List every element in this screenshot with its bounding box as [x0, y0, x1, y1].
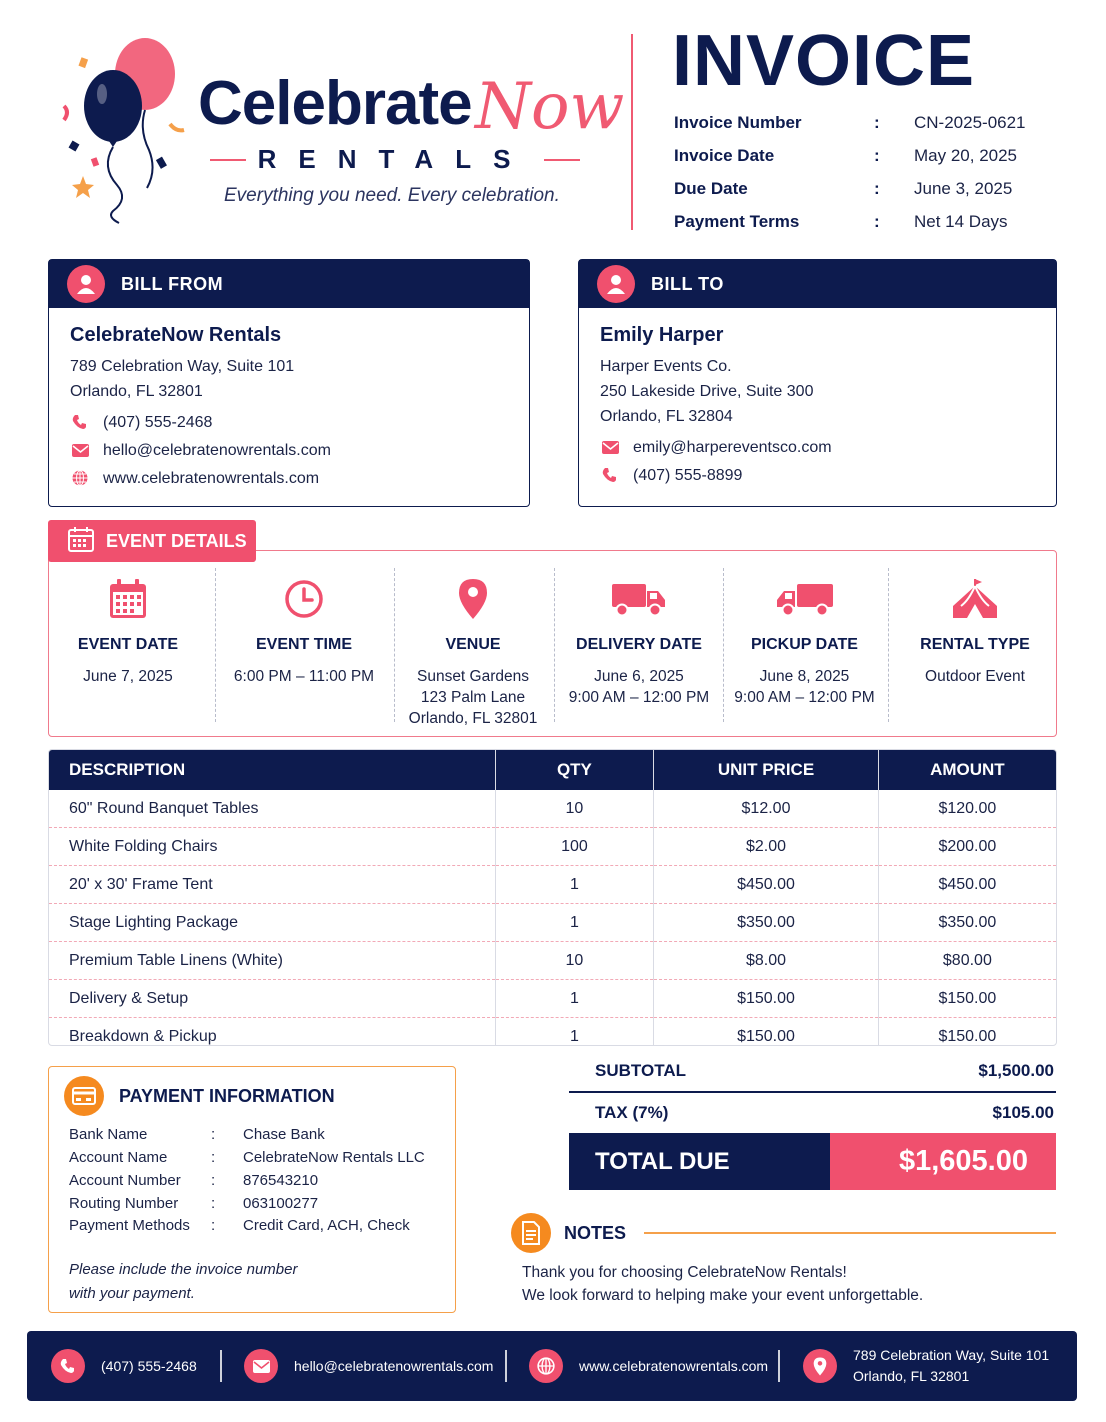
brand-subtitle — [210, 144, 580, 175]
cell-unit-price: $150.00 — [654, 1018, 879, 1047]
footer-divider — [220, 1350, 222, 1382]
column-header-amount: AMOUNT — [878, 750, 1056, 790]
meta-value: June 3, 2025 — [914, 179, 1013, 198]
footer-phone-text: (407) 555-2468 — [101, 1358, 197, 1374]
meta-payment-terms — [674, 212, 1054, 236]
phone-icon — [51, 1349, 85, 1383]
bill-from-website[interactable]: www.celebratenowrentals.com — [103, 469, 320, 487]
bill-from-email-row — [70, 436, 529, 464]
footer-bar — [27, 1331, 1077, 1401]
cell-qty: 1 — [495, 980, 654, 1018]
notes-divider — [644, 1232, 1056, 1234]
tax-row — [569, 1093, 1056, 1133]
bill-from-address-line2: Orlando, FL 32801 — [70, 383, 203, 400]
meta-value: May 20, 2025 — [914, 146, 1018, 165]
globe-icon — [70, 468, 90, 488]
globe-icon — [529, 1349, 563, 1383]
rental-type-block — [900, 576, 1050, 687]
total-due-label: TOTAL DUE — [569, 1133, 830, 1190]
table-row — [49, 828, 1056, 866]
header-divider — [631, 34, 633, 230]
pickup-time-value: 9:00 AM – 12:00 PM — [734, 689, 875, 706]
envelope-icon — [70, 440, 90, 460]
footer-address — [803, 1331, 1049, 1401]
event-divider — [394, 568, 395, 722]
bill-to-company: Harper Events Co. — [600, 358, 732, 375]
meta-value: Net 14 Days — [914, 212, 1008, 231]
notes-body — [522, 1261, 923, 1307]
bill-to-card — [578, 259, 1057, 507]
payment-note — [69, 1258, 297, 1306]
delivery-time-value: 9:00 AM – 12:00 PM — [568, 689, 710, 706]
envelope-icon — [244, 1349, 278, 1383]
cell-unit-price: $12.00 — [654, 790, 879, 828]
payment-value: 063100277 — [243, 1195, 319, 1212]
column-header-description: DESCRIPTION — [49, 750, 495, 790]
cell-amount: $120.00 — [878, 790, 1056, 828]
user-icon — [67, 265, 105, 303]
notes-line2: We look forward to helping make your event unforgettable. — [522, 1287, 924, 1304]
total-due-bar — [569, 1133, 1056, 1190]
cell-description: Breakdown & Pickup — [69, 1027, 217, 1045]
payment-label: Account Number — [69, 1172, 181, 1189]
meta-label: Due Date — [674, 179, 748, 198]
cell-description: Stage Lighting Package — [49, 904, 495, 942]
tax-value: $105.00 — [992, 1103, 1054, 1122]
tent-icon — [900, 576, 1050, 622]
delivery-date-block — [560, 576, 718, 708]
venue-line1: Sunset Gardens — [416, 668, 529, 685]
bill-to-email-row — [600, 433, 1056, 461]
payment-title: PAYMENT INFORMATION — [119, 1085, 335, 1106]
cell-unit-price: $150.00 — [654, 980, 879, 1018]
payment-colon: : — [211, 1126, 216, 1143]
footer-divider — [778, 1350, 780, 1382]
meta-invoice-number — [674, 113, 1054, 137]
venue-line2: 123 Palm Lane — [420, 689, 526, 706]
footer-website-text[interactable]: www.celebratenowrentals.com — [579, 1358, 769, 1374]
subtotal-row — [569, 1051, 1056, 1093]
payment-colon: : — [211, 1149, 216, 1166]
cell-qty: 10 — [495, 942, 654, 980]
payment-value: Chase Bank — [243, 1126, 325, 1143]
bill-from-name: CelebrateNow Rentals — [70, 324, 282, 346]
cell-amount: $450.00 — [878, 866, 1056, 904]
cell-amount: $200.00 — [878, 828, 1056, 866]
cell-unit-price: $450.00 — [654, 866, 879, 904]
calendar-icon — [68, 526, 94, 557]
table-row — [49, 942, 1056, 980]
payment-colon: : — [211, 1195, 216, 1212]
meta-due-date — [674, 179, 1054, 203]
payment-note-line1: Please include the invoice number — [69, 1261, 298, 1278]
cell-description: Delivery & Setup — [49, 980, 495, 1018]
brand-rentals-text: RENTALS — [257, 144, 533, 174]
event-date-value: June 7, 2025 — [83, 668, 173, 685]
phone-icon — [600, 465, 620, 485]
bill-from-address-line1: 789 Celebration Way, Suite 101 — [70, 358, 295, 375]
payment-information-panel — [48, 1066, 456, 1313]
bill-from-header — [49, 260, 529, 308]
bill-from-phone: (407) 555-2468 — [103, 413, 213, 431]
meta-colon: : — [874, 179, 880, 198]
cell-qty: 1 — [495, 1018, 654, 1047]
event-details-tab — [48, 520, 256, 562]
table-row — [49, 866, 1056, 904]
cell-amount: $350.00 — [878, 904, 1056, 942]
footer-email — [244, 1331, 493, 1401]
meta-colon: : — [874, 113, 880, 132]
payment-value: 876543210 — [243, 1172, 319, 1189]
bill-from-title: BILL FROM — [121, 273, 224, 294]
calendar-icon — [58, 576, 198, 622]
bill-to-header — [579, 260, 1056, 308]
cell-unit-price: $8.00 — [654, 942, 879, 980]
brand-name: Celebrate — [198, 69, 472, 138]
payment-value: Credit Card, ACH, Check — [243, 1217, 410, 1234]
bill-to-phone-row — [600, 461, 1056, 489]
meta-colon: : — [874, 146, 880, 165]
bill-from-phone-row — [70, 408, 529, 436]
event-divider — [888, 568, 889, 722]
cell-description: 20' x 30' Frame Tent — [49, 866, 495, 904]
credit-card-icon — [64, 1076, 104, 1116]
cell-qty: 10 — [495, 790, 654, 828]
table-header-row — [49, 750, 1056, 790]
event-date-label: EVENT DATE — [77, 636, 179, 653]
footer-address-line2: Orlando, FL 32801 — [853, 1368, 970, 1384]
event-time-label: EVENT TIME — [255, 636, 352, 653]
footer-phone — [51, 1331, 197, 1401]
payment-note-line2: with your payment. — [69, 1285, 195, 1302]
bill-from-card — [48, 259, 530, 507]
envelope-icon — [600, 437, 620, 457]
truck-icon — [727, 576, 882, 622]
event-time-value: 6:00 PM – 11:00 PM — [233, 668, 375, 685]
event-date-block — [58, 576, 198, 687]
payment-label: Payment Methods — [69, 1217, 190, 1234]
cell-qty: 1 — [495, 904, 654, 942]
table-row — [49, 790, 1056, 828]
balloons-icon — [50, 34, 200, 224]
bill-to-title: BILL TO — [651, 273, 724, 294]
meta-label: Invoice Date — [674, 146, 775, 165]
pickup-date-block — [727, 576, 882, 708]
notes-title: NOTES — [564, 1222, 627, 1243]
table-row — [49, 904, 1056, 942]
event-divider — [554, 568, 555, 722]
cell-amount: $150.00 — [878, 1018, 1056, 1047]
venue-line3: Orlando, FL 32801 — [408, 710, 538, 727]
rental-type-value: Outdoor Event — [925, 668, 1025, 685]
table-row — [49, 980, 1056, 1018]
location-pin-icon — [803, 1349, 837, 1383]
invoice-title: INVOICE — [672, 21, 976, 101]
payment-label: Account Name — [69, 1149, 168, 1166]
location-pin-icon — [400, 576, 546, 622]
total-due-value: $1,605.00 — [830, 1133, 1056, 1190]
event-time-block — [228, 576, 380, 687]
bill-to-name: Emily Harper — [600, 324, 724, 346]
payment-header — [64, 1076, 335, 1116]
meta-label: Payment Terms — [674, 212, 800, 231]
column-header-unit-price: UNIT PRICE — [654, 750, 879, 790]
subtotal-label: SUBTOTAL — [595, 1061, 686, 1080]
notes-line1: Thank you for choosing CelebrateNow Rentals! — [522, 1264, 847, 1281]
company-logo — [50, 34, 625, 224]
cell-qty: 1 — [495, 866, 654, 904]
meta-value: CN-2025-0621 — [914, 113, 1026, 132]
payment-label: Bank Name — [69, 1126, 148, 1143]
pickup-date-value: June 8, 2025 — [759, 668, 850, 685]
footer-divider — [505, 1350, 507, 1382]
clock-icon — [228, 576, 380, 622]
cell-unit-price: $350.00 — [654, 904, 879, 942]
bill-to-email[interactable]: emily@harpereventsco.com — [633, 438, 832, 456]
bill-to-phone: (407) 555-8899 — [633, 466, 743, 484]
pickup-date-label: PICKUP DATE — [751, 636, 858, 653]
rental-type-label: RENTAL TYPE — [920, 636, 1030, 653]
delivery-date-label: DELIVERY DATE — [576, 636, 702, 653]
event-divider — [215, 568, 216, 722]
footer-address-line1: 789 Celebration Way, Suite 101 — [853, 1347, 1050, 1363]
delivery-date-value: June 6, 2025 — [594, 668, 684, 685]
cell-qty: 100 — [495, 828, 654, 866]
payment-colon: : — [211, 1172, 216, 1189]
payment-value: CelebrateNow Rentals LLC — [243, 1149, 425, 1166]
cell-unit-price: $2.00 — [654, 828, 879, 866]
payment-label: Routing Number — [69, 1195, 179, 1212]
meta-invoice-date — [674, 146, 1054, 170]
brand-tagline: Everything you need. Every celebration. — [224, 185, 560, 206]
phone-icon — [70, 412, 90, 432]
bill-from-website-row — [70, 464, 529, 492]
brand-name-script: Now — [475, 70, 625, 144]
event-divider — [723, 568, 724, 722]
cell-description: Premium Table Linens (White) — [49, 942, 495, 980]
cell-amount: $80.00 — [878, 942, 1056, 980]
bill-from-email[interactable]: hello@celebratenowrentals.com — [103, 441, 331, 459]
table-row — [49, 1018, 1056, 1047]
footer-email-text[interactable]: hello@celebratenowrentals.com — [294, 1358, 494, 1374]
meta-label: Invoice Number — [674, 113, 802, 132]
venue-label: VENUE — [445, 636, 501, 653]
user-icon — [597, 265, 635, 303]
venue-block — [400, 576, 546, 729]
document-icon — [511, 1213, 551, 1253]
event-details-title: EVENT DETAILS — [106, 530, 247, 551]
payment-colon: : — [211, 1217, 216, 1234]
tax-label: TAX (7%) — [595, 1103, 669, 1122]
line-items-table — [48, 749, 1057, 1046]
meta-colon: : — [874, 212, 880, 231]
column-header-qty: QTY — [495, 750, 654, 790]
notes-header — [511, 1212, 1056, 1254]
truck-icon — [560, 576, 718, 622]
footer-website — [529, 1331, 768, 1401]
cell-description: 60" Round Banquet Tables — [49, 790, 495, 828]
bill-to-address-line2: Orlando, FL 32804 — [600, 408, 733, 425]
cell-amount: $150.00 — [878, 980, 1056, 1018]
cell-description: White Folding Chairs — [49, 828, 495, 866]
bill-to-address-line1: 250 Lakeside Drive, Suite 300 — [600, 383, 814, 400]
subtotal-value: $1,500.00 — [978, 1061, 1054, 1080]
